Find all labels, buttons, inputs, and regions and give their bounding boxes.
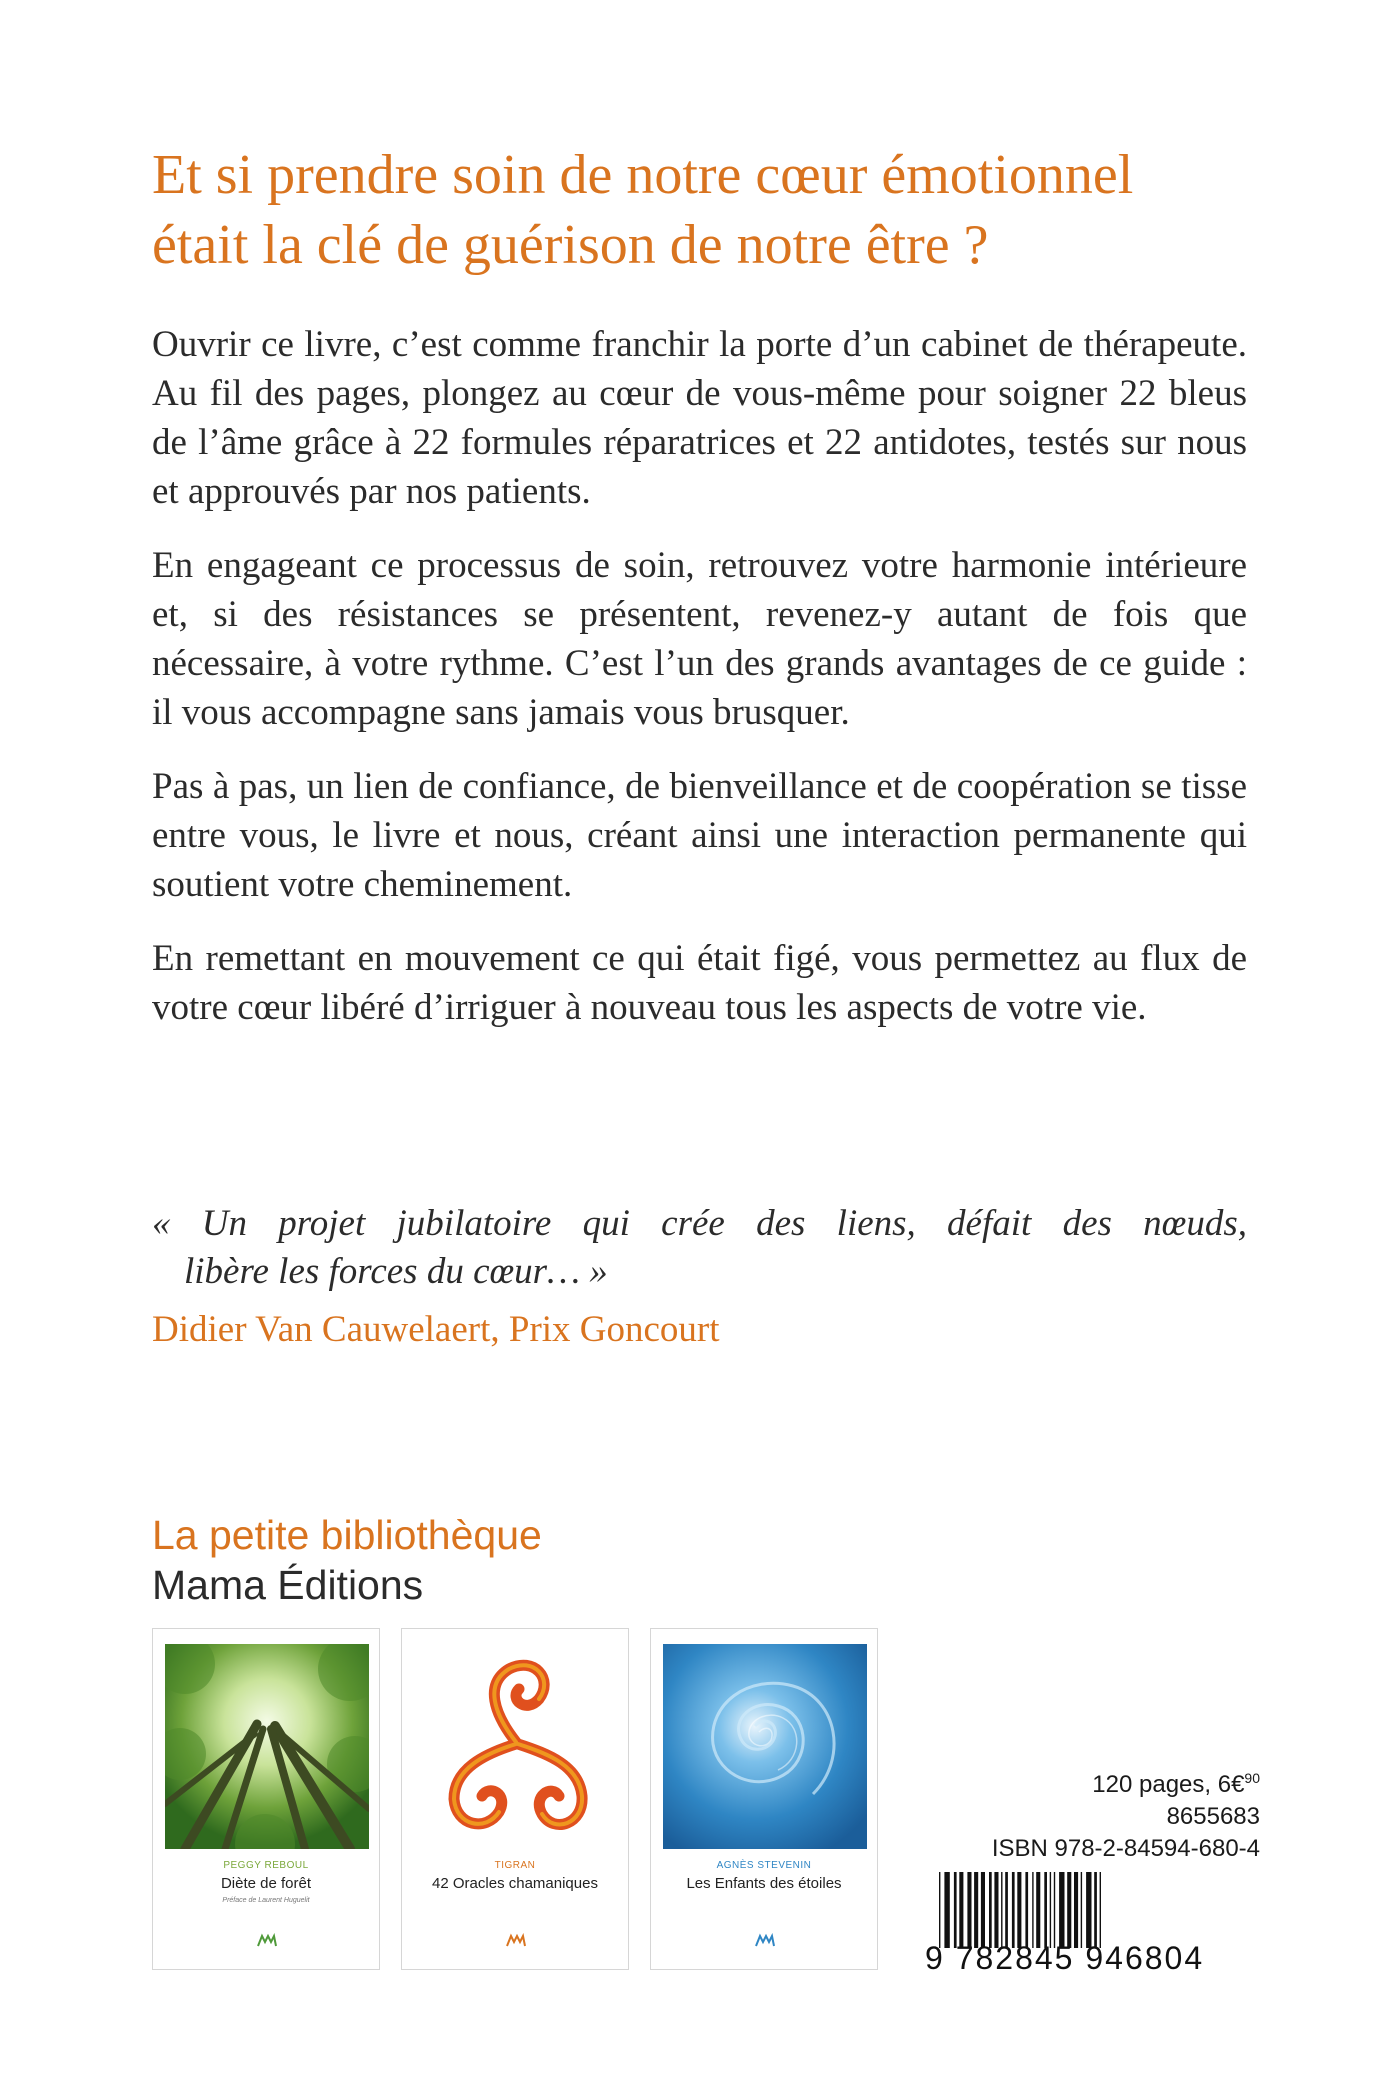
book-cover-42-oracles — [401, 1628, 629, 1970]
blurb-paragraph-2: En engageant ce processus de soin, retrouvez votre harmonie intérieure et, si des résistances se présentent, revenez-y autant de fois que nécessaire, à votre rythme. C’est l’un des grands avantages de ce guide : il vous accompagne sans jamais vous brusquer. — [152, 545, 1247, 733]
book-preface: Préface de Laurent Huguelit — [222, 1897, 310, 1904]
barcode-bar — [967, 1872, 971, 1948]
barcode-bar — [959, 1872, 963, 1948]
price-info — [960, 1762, 1260, 1865]
book-author: TIGRAN — [494, 1860, 536, 1871]
barcode-bar — [1032, 1872, 1033, 1948]
quote-author: Didier Van Cauwelaert, Prix Goncourt — [152, 1309, 720, 1350]
barcode-bar — [1086, 1872, 1091, 1948]
collection-name: La petite bibliothèque — [152, 1512, 542, 1558]
barcode-bar — [1059, 1872, 1064, 1948]
book-author: PEGGY REBOUL — [223, 1860, 309, 1871]
headline-line-2: était la clé de guérison de notre être ? — [152, 214, 989, 276]
barcode-bar — [1044, 1872, 1047, 1948]
barcode-bar — [981, 1872, 985, 1948]
barcode-bar — [1050, 1872, 1051, 1948]
barcode-bar — [1017, 1872, 1021, 1948]
book-cover-diete-de-foret — [152, 1628, 380, 1970]
barcode-bar — [1094, 1872, 1097, 1948]
mama-logo-icon — [506, 1933, 526, 1947]
book-title: Les Enfants des étoiles — [686, 1875, 842, 1892]
barcode-bar — [954, 1872, 957, 1948]
barcode-bar — [994, 1872, 998, 1948]
publisher-name: Mama Éditions — [152, 1562, 424, 1608]
book-author: AGNÈS STEVENIN — [716, 1860, 812, 1871]
barcode-bar — [944, 1872, 949, 1948]
price-cents: 90 — [1244, 1770, 1260, 1786]
barcode-bar — [939, 1872, 940, 1948]
barcode-bar — [1081, 1872, 1082, 1948]
forest-cover-image — [165, 1644, 369, 1849]
barcode-bar — [1005, 1872, 1008, 1948]
blurb-paragraph-4: En remettant en mouvement ce qui était figé, vous permettez au flux de votre cœur libéré d’irriguer à nouveau tous les aspects de votre vie. — [152, 938, 1247, 1028]
barcode-bar — [1100, 1872, 1101, 1948]
blurb — [152, 320, 1247, 1057]
quote-line-1: « Un projet jubilatoire qui crée des liens, défait des nœuds, — [152, 1203, 1247, 1244]
barcode-bar — [1054, 1872, 1055, 1948]
price-text: 120 pages, 6€ — [1092, 1771, 1245, 1798]
triskele-cover-image — [414, 1644, 618, 1849]
blurb-paragraph-3: Pas à pas, un lien de confiance, de bienveillance et de coopération se tisse entre vous, le livre et nous, créant ainsi une interaction permanente qui soutient votre cheminement. — [152, 766, 1247, 905]
endorsement-quote — [152, 1200, 1247, 1296]
barcode-bar — [1012, 1872, 1015, 1948]
headline — [152, 140, 1272, 280]
collection-title — [152, 1510, 542, 1610]
barcode-bar — [1001, 1872, 1002, 1948]
barcode-digits: 9 782845 946804 — [925, 1940, 1205, 1976]
product-code: 8655683 — [1166, 1803, 1260, 1830]
headline-line-1: Et si prendre soin de notre cœur émotionnel — [152, 144, 1134, 206]
isbn: ISBN 978-2-84594-680-4 — [991, 1835, 1260, 1862]
spiral-cover-image — [663, 1644, 867, 1849]
mama-logo-icon — [257, 1933, 277, 1947]
mama-logo-icon — [755, 1933, 775, 1947]
barcode-bar — [1036, 1872, 1040, 1948]
book-title: 42 Oracles chamaniques — [432, 1875, 598, 1892]
book-cover-enfants-des-etoiles — [650, 1628, 878, 1970]
book-title: Diète de forêt — [220, 1875, 312, 1892]
barcode-bar — [974, 1872, 978, 1948]
pages-and-price — [960, 1762, 1260, 1801]
barcode-bar — [1067, 1872, 1071, 1948]
blurb-paragraph-1: Ouvrir ce livre, c’est comme franchir la porte d’un cabinet de thérapeute. Au fil des pages, plongez au cœur de vous-même pour soigner 22 bleus de l’âme grâce à 22 formules réparatrices et 22 antidotes, testés sur nous et approuvés par nos patients. — [152, 324, 1247, 512]
barcode-bar — [1074, 1872, 1078, 1948]
barcode-bar — [1025, 1872, 1028, 1948]
barcode — [935, 1872, 1257, 1948]
quote-line-2: libère les forces du cœur… » — [184, 1251, 608, 1292]
barcode-bar — [989, 1872, 992, 1948]
